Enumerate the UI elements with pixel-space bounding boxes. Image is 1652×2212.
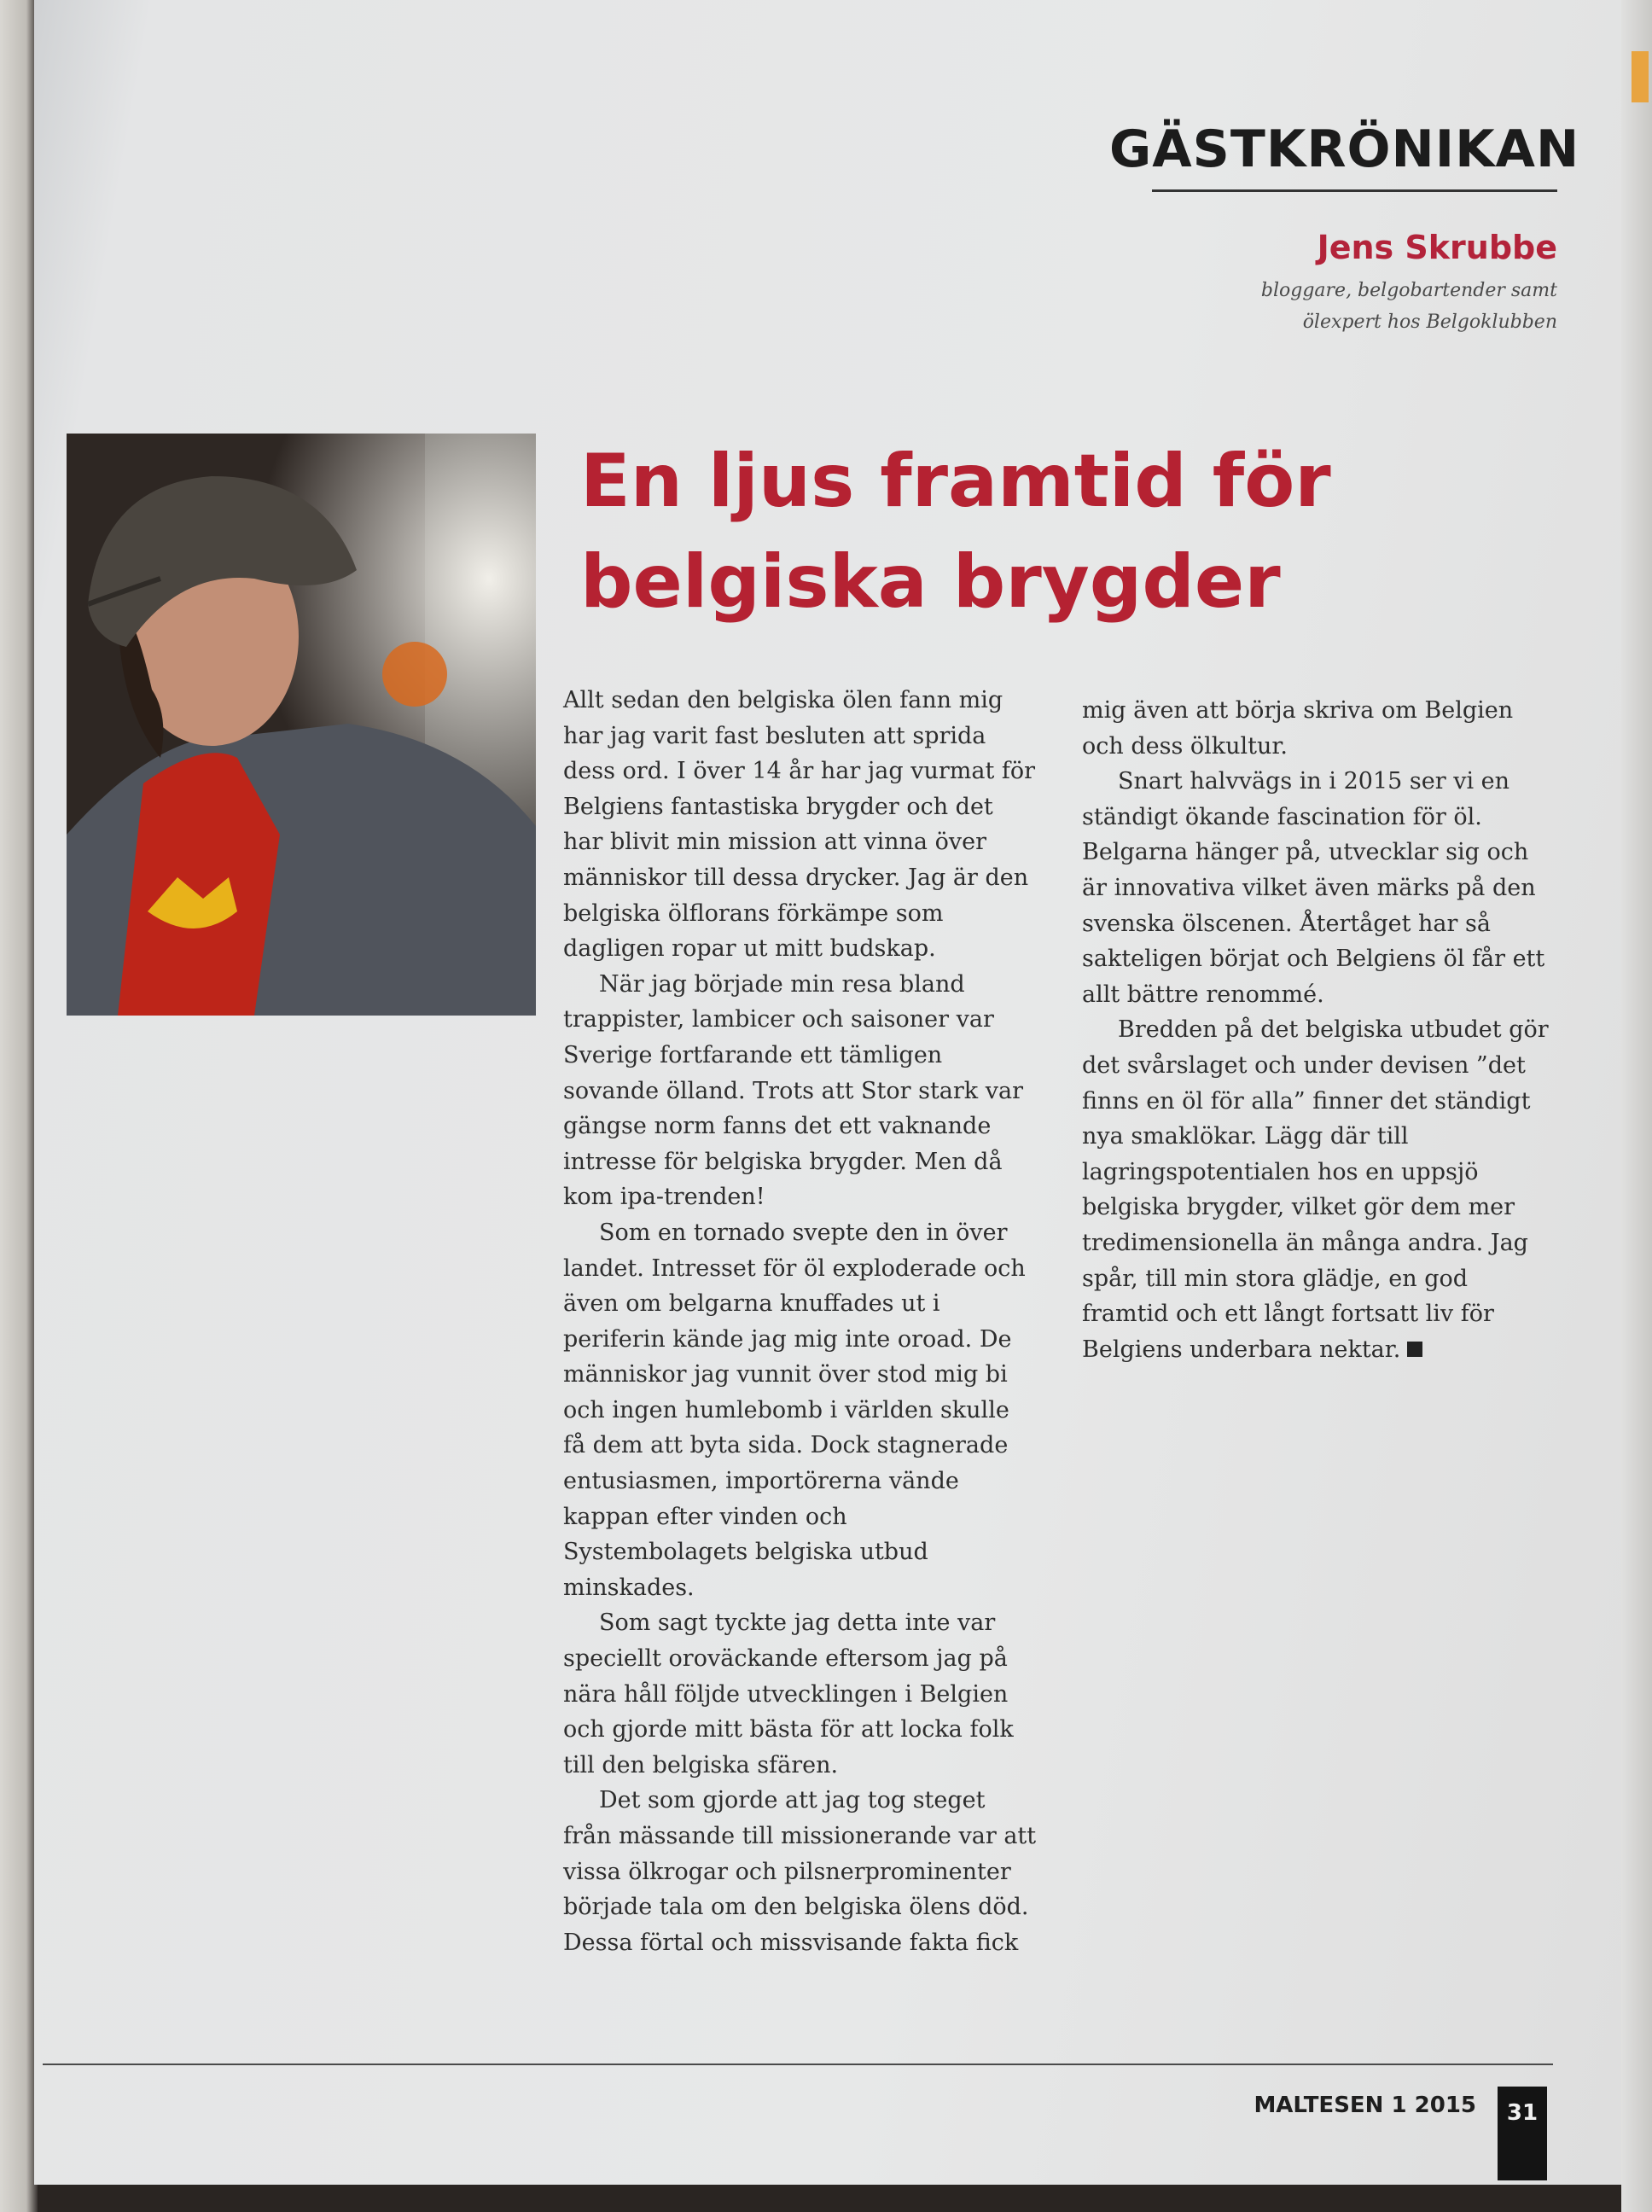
- paragraph: mig även att börja skriva om Belgien och dess ölkultur.: [1082, 697, 1514, 760]
- section-divider: [1152, 189, 1557, 192]
- paragraph: Allt sedan den belgiska ölen fann mig har jag varit fast besluten att sprida dess ord. I över 14 år har jag vurmat för Belgiens fantastiska brygder och det har blivit min mission att vinna över människor till dessa drycker. Jag är den belgiska ölflorans förkämpe som dagligen ropar ut mitt budskap.: [563, 687, 1036, 963]
- magazine-issue: MALTESEN 1 2015: [1254, 2093, 1476, 2118]
- paragraph: [1082, 1012, 1560, 1367]
- article-headline: [580, 431, 1519, 632]
- paragraph: Snart halvvägs in i 2015 ser vi en ständigt ökande fascination för öl. Belgarna hänger på, utvecklar sig och är innovativa vilket även märks på den svenska ölscenen. Återtåget har så sakteligen börjat och Belgiens öl får ett allt bättre renommé.: [1082, 768, 1545, 1008]
- section-title: GÄSTKRÖNIKAN: [1109, 119, 1580, 179]
- author-photo: [67, 434, 536, 1016]
- headline-line: belgiska brygder: [580, 539, 1281, 625]
- paragraph: Som en tornado svepte den in över landet. Intresset för öl exploderade och även om belgarna knuffades ut i periferin kände jag mig inte oroad. De människor jag vunnit över stod mig bi och ingen humlebomb i världen skulle få dem att byta sida. Dock stagnerade entusiasmen, importörerna vände kappan efter vinden och Systembolagets belgiska utbud minskades.: [563, 1219, 1026, 1601]
- author-description: [1109, 275, 1557, 338]
- article-column-2: [1082, 693, 1560, 1367]
- paragraph: Som sagt tyckte jag detta inte var speciellt oroväckande eftersom jag på nära håll följde utvecklingen i Belgien och gjorde mitt bästa för att locka folk till den belgiska sfären.: [563, 1610, 1014, 1778]
- end-of-article-mark: [1407, 1342, 1422, 1357]
- author-desc-line: bloggare, belgobartender samt: [1260, 280, 1557, 301]
- author-name: Jens Skrubbe: [1317, 229, 1557, 266]
- left-page-edge: [0, 0, 38, 2212]
- right-page-edge: [1621, 0, 1652, 2212]
- paragraph: När jag började min resa bland trappister, lambicer och saisoner var Sverige fortfarande ett tämligen sovande ölland. Trots att Stor stark var gängse norm fanns det ett vaknande intresse för belgiska brygder. Men då kom ipa-trenden!: [563, 970, 1023, 1211]
- headline-line: En ljus framtid för: [580, 439, 1331, 524]
- author-portrait-image: [67, 434, 536, 1016]
- paragraph: Det som gjorde att jag tog steget från mässande till missionerande var att vissa ölkrogar och pilsnerprominenter började tala om den belgiska ölens död. Dessa förtal och missvisande fakta fick: [563, 1787, 1037, 1956]
- footer-divider: [43, 2064, 1553, 2065]
- article-column-1: [563, 683, 1037, 1960]
- page-number: 31: [1498, 2087, 1547, 2180]
- author-desc-line: ölexpert hos Belgoklubben: [1302, 311, 1557, 333]
- paragraph-text: Bredden på det belgiska utbudet gör det svårslaget och under devisen ”det finns en öl för alla” finner det ständigt nya smaklökar. Lägg där till lagringspotentialen hos en uppsjö belgiska brygder, vilket gör dem mer tredimensionella än många andra. Jag spår, till min stora glädje, en god framtid och ett långt fortsatt liv för Belgiens underbara nektar.: [1082, 1016, 1549, 1363]
- page-marker-tab: [1632, 51, 1649, 102]
